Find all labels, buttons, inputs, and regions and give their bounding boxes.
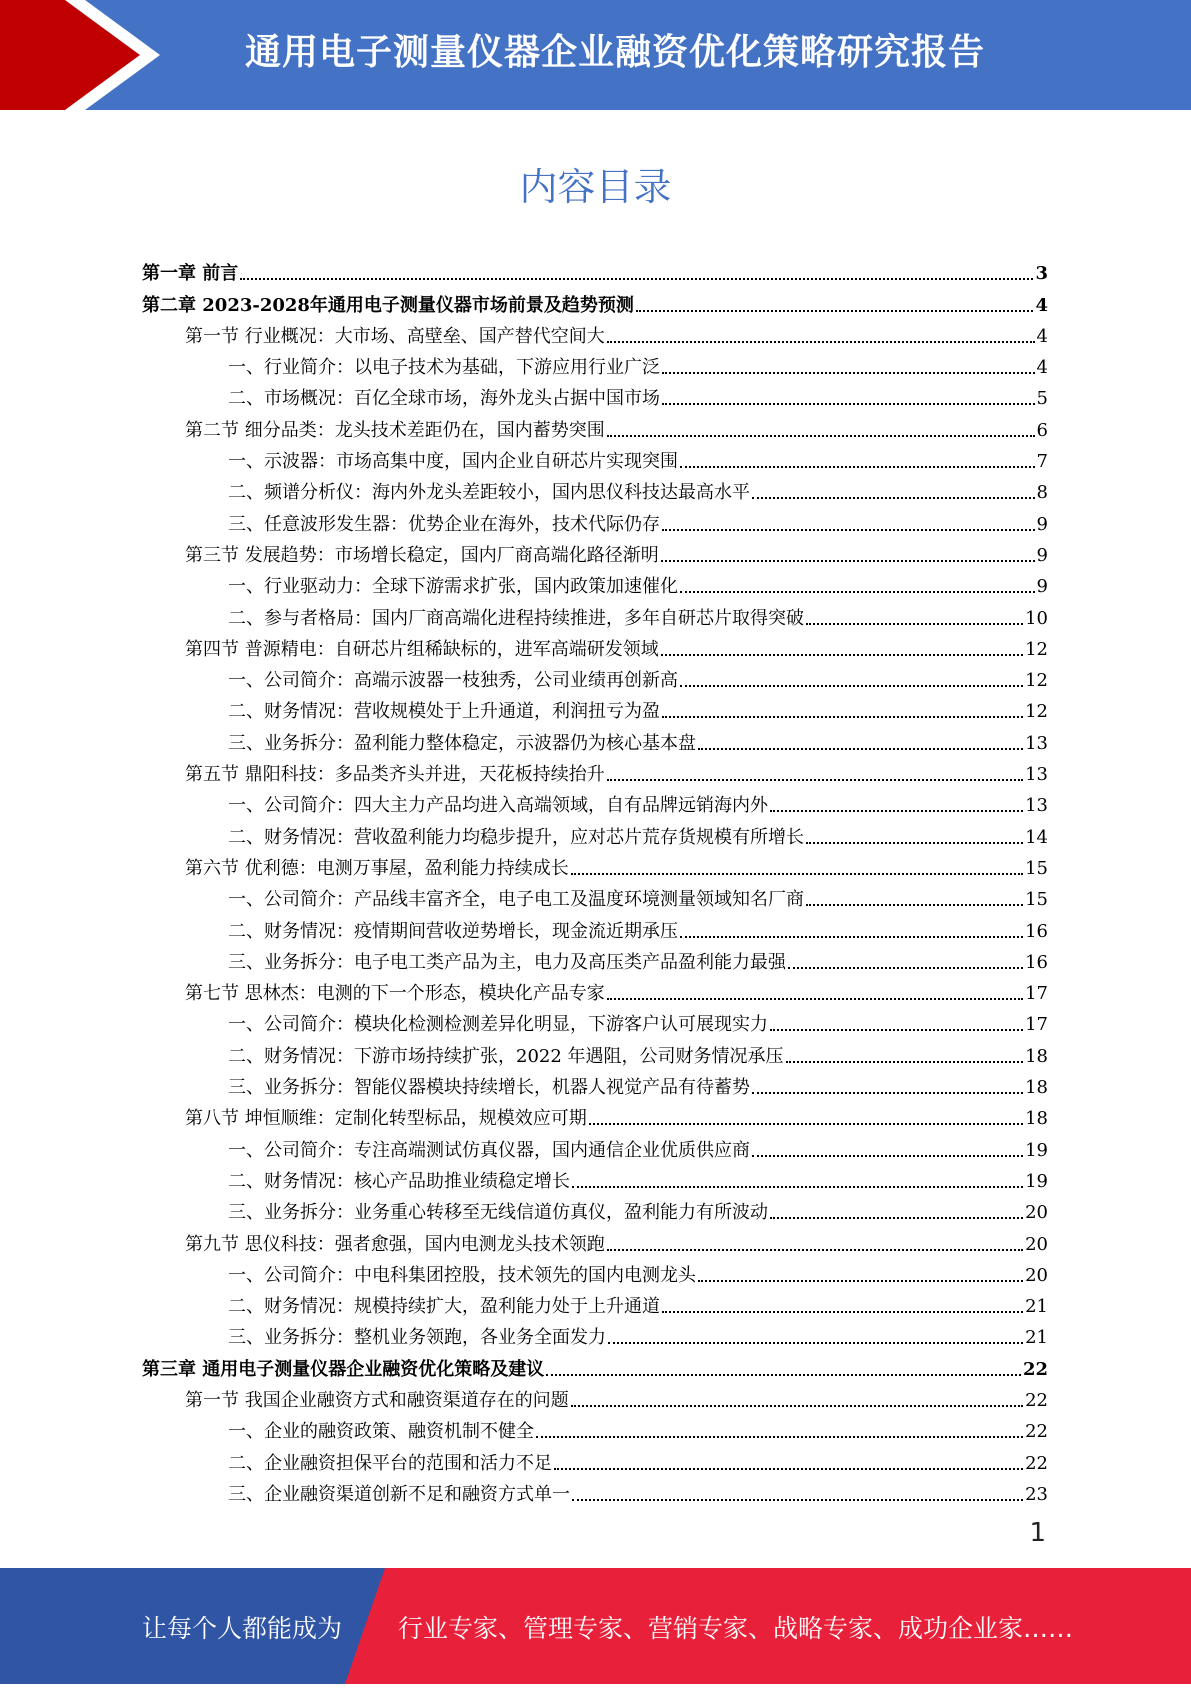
toc-entry[interactable]: [142, 1381, 1048, 1412]
toc-entry[interactable]: [142, 1256, 1048, 1287]
toc-entry[interactable]: [142, 786, 1048, 817]
toc-entry-page: 18: [1025, 1108, 1048, 1130]
toc-entry[interactable]: [142, 1475, 1048, 1506]
toc-leader-dots: [572, 1186, 1023, 1188]
toc-entry[interactable]: [142, 598, 1048, 629]
toc-leader-dots: [752, 497, 1035, 499]
toc-entry[interactable]: [142, 473, 1048, 504]
toc-leader-dots: [680, 591, 1035, 593]
toc-entry[interactable]: [142, 943, 1048, 974]
page-number: 1: [1029, 1518, 1046, 1548]
toc-entry[interactable]: [142, 1287, 1048, 1318]
toc-entry-title: 第一章 前言: [142, 263, 239, 285]
toc-entry[interactable]: [142, 504, 1048, 535]
toc-entry-title: 一、公司简介：高端示波器一枝独秀，公司业绩再创新高: [228, 670, 678, 692]
toc-leader-dots: [661, 560, 1035, 562]
toc-leader-dots: [662, 529, 1035, 531]
toc-entry-title: 三、业务拆分：整机业务领跑，各业务全面发力: [228, 1327, 606, 1349]
toc-entry-title: 三、任意波形发生器：优势企业在海外，技术代际仍存: [228, 513, 660, 535]
toc-entry-title: 一、公司简介：模块化检测检测差异化明显，下游客户认可展现实力: [228, 1014, 768, 1036]
toc-entry[interactable]: [142, 1036, 1048, 1067]
toc-entry-page: 4: [1036, 357, 1048, 379]
toc-leader-dots: [788, 967, 1023, 969]
toc-entry[interactable]: [142, 285, 1048, 316]
toc-entry-title: 第二节 细分品类：龙头技术差距仍在，国内蓄势突围: [185, 419, 605, 441]
toc-entry[interactable]: [142, 410, 1048, 441]
toc-entry-page: 6: [1036, 419, 1048, 441]
report-title: 通用电子测量仪器企业融资优化策略研究报告: [245, 32, 986, 73]
toc-entry-title: 二、财务情况：下游市场持续扩张，2022 年遇阻，公司财务情况承压: [228, 1045, 784, 1067]
toc-entry-title: 二、市场概况：百亿全球市场，海外龙头占据中国市场: [228, 388, 660, 410]
table-of-contents: [142, 254, 1048, 1506]
toc-entry-title: 一、企业的融资政策、融资机制不健全: [228, 1421, 534, 1443]
toc-leader-dots: [546, 1374, 1021, 1376]
toc-leader-dots: [661, 654, 1023, 656]
toc-leader-dots: [770, 1217, 1023, 1219]
toc-entry-title: 三、业务拆分：电子电工类产品为主，电力及高压类产品盈利能力最强: [228, 951, 786, 973]
header-arrow-icon: [0, 0, 160, 110]
footer-banner: [0, 1568, 1191, 1684]
toc-leader-dots: [680, 466, 1035, 468]
toc-leader-dots: [571, 1405, 1023, 1407]
footer-slogan-left: 让每个人都能成为: [142, 1614, 343, 1643]
toc-entry[interactable]: [142, 692, 1048, 723]
toc-entry-page: 19: [1025, 1170, 1048, 1192]
toc-leader-dots: [662, 1311, 1023, 1313]
toc-entry-page: 15: [1025, 889, 1048, 911]
toc-entry[interactable]: [142, 1349, 1048, 1380]
toc-entry-title: 三、业务拆分：业务重心转移至无线信道仿真仪，盈利能力有所波动: [228, 1202, 768, 1224]
toc-entry[interactable]: [142, 379, 1048, 410]
toc-entry[interactable]: [142, 1162, 1048, 1193]
toc-entry-page: 10: [1025, 607, 1048, 629]
toc-leader-dots: [636, 310, 1034, 312]
toc-leader-dots: [698, 1280, 1023, 1282]
toc-entry-page: 8: [1036, 482, 1048, 504]
toc-entry[interactable]: [142, 630, 1048, 661]
toc-leader-dots: [608, 1342, 1023, 1344]
toc-entry-page: 16: [1025, 920, 1048, 942]
toc-entry-title: 二、企业融资担保平台的范围和活力不足: [228, 1452, 552, 1474]
toc-heading: 内容目录: [519, 165, 672, 209]
toc-entry-title: 第四节 普源精电：自研芯片组稀缺标的，进军高端研发领域: [185, 638, 659, 660]
toc-entry-page: 5: [1036, 388, 1048, 410]
toc-entry-title: 二、财务情况：营收盈利能力均稳步提升，应对芯片荒存货规模有所增长: [228, 826, 804, 848]
toc-entry[interactable]: [142, 348, 1048, 379]
toc-leader-dots: [806, 623, 1023, 625]
toc-entry-title: 一、示波器：市场高集中度，国内企业自研芯片实现突围: [228, 451, 678, 473]
toc-entry[interactable]: [142, 317, 1048, 348]
toc-entry[interactable]: [142, 1005, 1048, 1036]
toc-entry-page: 23: [1025, 1483, 1048, 1505]
toc-entry-page: 18: [1025, 1077, 1048, 1099]
toc-entry-page: 14: [1025, 826, 1048, 848]
toc-leader-dots: [536, 1436, 1023, 1438]
toc-leader-dots: [554, 1468, 1023, 1470]
toc-leader-dots: [662, 372, 1035, 374]
toc-entry-title: 二、财务情况：核心产品助推业绩稳定增长: [228, 1170, 570, 1192]
toc-entry-page: 17: [1025, 1014, 1048, 1036]
toc-entry-title: 二、财务情况：规模持续扩大，盈利能力处于上升通道: [228, 1296, 660, 1318]
toc-entry-page: 13: [1025, 732, 1048, 754]
toc-entry-page: 22: [1025, 1421, 1048, 1443]
toc-entry-page: 15: [1025, 857, 1048, 879]
toc-entry[interactable]: [142, 536, 1048, 567]
toc-entry[interactable]: [142, 723, 1048, 754]
toc-entry[interactable]: [142, 849, 1048, 880]
toc-leader-dots: [698, 748, 1023, 750]
toc-leader-dots: [806, 904, 1023, 906]
toc-entry[interactable]: [142, 911, 1048, 942]
toc-entry-title: 二、财务情况：营收规模处于上升通道，利润扭亏为盈: [228, 701, 660, 723]
toc-entry-title: 第三节 发展趋势：市场增长稳定，国内厂商高端化路径渐明: [185, 544, 659, 566]
toc-leader-dots: [662, 716, 1023, 718]
toc-leader-dots: [680, 685, 1023, 687]
toc-entry-page: 19: [1025, 1139, 1048, 1161]
toc-entry-title: 第九节 思仪科技：强者愈强，国内电测龙头技术领跑: [185, 1233, 605, 1255]
toc-entry[interactable]: [142, 1193, 1048, 1224]
toc-entry-page: 22: [1022, 1358, 1048, 1380]
toc-entry-page: 21: [1025, 1327, 1048, 1349]
toc-entry-title: 一、公司简介：产品线丰富齐全，电子电工及温度环境测量领域知名厂商: [228, 889, 804, 911]
toc-entry-page: 7: [1036, 451, 1048, 473]
toc-entry-title: 一、行业驱动力：全球下游需求扩张，国内政策加速催化: [228, 576, 678, 598]
toc-leader-dots: [770, 810, 1023, 812]
toc-entry[interactable]: [142, 1224, 1048, 1255]
toc-entry-page: 18: [1025, 1045, 1048, 1067]
toc-entry-title: 第五节 鼎阳科技：多品类齐头并进，天花板持续抬升: [185, 764, 605, 786]
toc-entry-page: 21: [1025, 1296, 1048, 1318]
toc-entry-title: 二、参与者格局：国内厂商高端化进程持续推进，多年自研芯片取得突破: [228, 607, 804, 629]
toc-entry-page: 4: [1035, 294, 1048, 316]
toc-entry-page: 20: [1025, 1233, 1048, 1255]
toc-entry-page: 4: [1036, 325, 1048, 347]
toc-entry-page: 12: [1025, 701, 1048, 723]
toc-entry[interactable]: [142, 817, 1048, 848]
toc-entry-page: 12: [1025, 638, 1048, 660]
toc-entry[interactable]: [142, 1130, 1048, 1161]
toc-entry-page: 20: [1025, 1202, 1048, 1224]
toc-entry-title: 第一节 行业概况：大市场、高壁垒、国产替代空间大: [185, 325, 605, 347]
toc-leader-dots: [607, 435, 1035, 437]
toc-entry-title: 第七节 思林杰：电测的下一个形态，模块化产品专家: [185, 983, 605, 1005]
toc-leader-dots: [607, 779, 1023, 781]
toc-entry-page: 16: [1025, 951, 1048, 973]
toc-entry-title: 一、公司简介：中电科集团控股，技术领先的国内电测龙头: [228, 1264, 696, 1286]
toc-entry[interactable]: [142, 974, 1048, 1005]
toc-entry-page: 3: [1035, 263, 1048, 285]
toc-leader-dots: [806, 842, 1023, 844]
toc-leader-dots: [770, 1029, 1023, 1031]
toc-leader-dots: [571, 873, 1023, 875]
toc-leader-dots: [752, 1092, 1023, 1094]
toc-entry-page: 22: [1025, 1389, 1048, 1411]
footer-slogan-right: 行业专家、管理专家、营销专家、战略专家、成功企业家……: [398, 1614, 1074, 1643]
toc-entry[interactable]: [142, 1318, 1048, 1349]
toc-entry-title: 第三章 通用电子测量仪器企业融资优化策略及建议: [142, 1358, 545, 1380]
toc-entry-page: 9: [1036, 576, 1048, 598]
toc-entry-title: 三、业务拆分：盈利能力整体稳定，示波器仍为核心基本盘: [228, 732, 696, 754]
toc-entry-title: 二、频谱分析仪：海内外龙头差距较小，国内思仪科技达最高水平: [228, 482, 750, 504]
toc-entry-title: 第八节 坤恒顺维：定制化转型标品，规模效应可期: [185, 1108, 587, 1130]
toc-leader-dots: [607, 341, 1035, 343]
toc-entry-title: 三、企业融资渠道创新不足和融资方式单一: [228, 1483, 570, 1505]
toc-entry-page: 13: [1025, 795, 1048, 817]
toc-entry[interactable]: [142, 254, 1048, 285]
toc-entry[interactable]: [142, 661, 1048, 692]
toc-entry-title: 一、公司简介：四大主力产品均进入高端领域，自有品牌远销海内外: [228, 795, 768, 817]
toc-entry[interactable]: [142, 880, 1048, 911]
toc-entry-title: 三、业务拆分：智能仪器模块持续增长，机器人视觉产品有待蓄势: [228, 1077, 750, 1099]
toc-entry-page: 20: [1025, 1264, 1048, 1286]
toc-leader-dots: [680, 936, 1023, 938]
toc-entry-page: 12: [1025, 670, 1048, 692]
toc-entry[interactable]: [142, 567, 1048, 598]
toc-entry-title: 二、财务情况：疫情期间营收逆势增长，现金流近期承压: [228, 920, 678, 942]
toc-leader-dots: [589, 1123, 1023, 1125]
toc-leader-dots: [607, 1249, 1023, 1251]
toc-entry-title: 第六节 优利德：电测万事屋，盈利能力持续成长: [185, 857, 569, 879]
toc-leader-dots: [662, 403, 1035, 405]
toc-leader-dots: [752, 1155, 1023, 1157]
toc-entry-page: 22: [1025, 1452, 1048, 1474]
toc-leader-dots: [786, 1061, 1024, 1063]
toc-entry-page: 9: [1036, 513, 1048, 535]
toc-entry-title: 一、公司简介：专注高端测试仿真仪器，国内通信企业优质供应商: [228, 1139, 750, 1161]
toc-leader-dots: [607, 998, 1023, 1000]
toc-entry[interactable]: [142, 1068, 1048, 1099]
header-banner: [0, 0, 1191, 110]
toc-leader-dots: [240, 278, 1033, 280]
toc-entry[interactable]: [142, 1412, 1048, 1443]
toc-leader-dots: [572, 1499, 1023, 1501]
toc-entry-page: 9: [1036, 544, 1048, 566]
toc-entry-title: 第二章 2023-2028年通用电子测量仪器市场前景及趋势预测: [142, 294, 634, 316]
toc-entry[interactable]: [142, 1099, 1048, 1130]
toc-entry-title: 第一节 我国企业融资方式和融资渠道存在的问题: [185, 1389, 569, 1411]
toc-entry-page: 17: [1025, 983, 1048, 1005]
toc-entry[interactable]: [142, 755, 1048, 786]
toc-entry-page: 13: [1025, 764, 1048, 786]
toc-entry[interactable]: [142, 442, 1048, 473]
toc-entry-title: 一、行业简介：以电子技术为基础，下游应用行业广泛: [228, 357, 660, 379]
toc-entry[interactable]: [142, 1443, 1048, 1474]
